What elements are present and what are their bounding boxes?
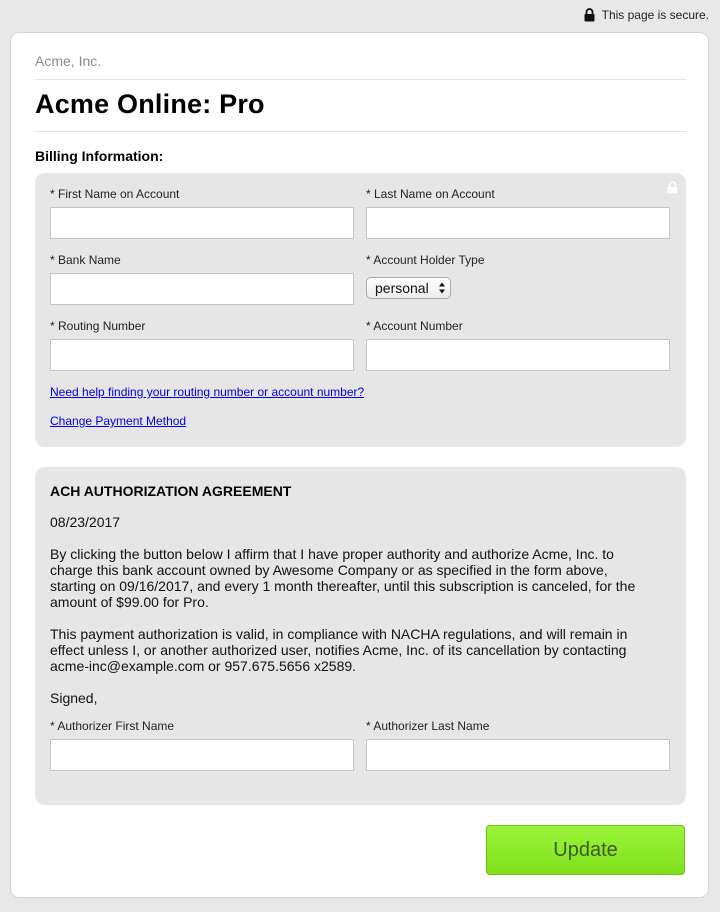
agreement-text-line: effect unless I, or another authorized user, notifies Acme, Inc. of its cancellation by contacting (50, 642, 627, 658)
agreement-text-line: amount of $99.00 for Pro. (50, 594, 209, 610)
lock-icon (667, 181, 678, 194)
billing-panel (35, 173, 686, 447)
ach-heading: ACH AUTHORIZATION AGREEMENT (50, 483, 292, 499)
account-number-label: * Account Number (366, 319, 463, 333)
divider (35, 79, 686, 80)
signed-label: Signed, (50, 690, 98, 706)
lock-icon (584, 8, 595, 22)
agreement-text-line: starting on 09/16/2017, and every 1 month thereafter, until this subscription is canceled, for the (50, 578, 636, 594)
agreement-date: 08/23/2017 (50, 514, 121, 530)
agreement-text-line: This payment authorization is valid, in compliance with NACHA regulations, and will remain in (50, 626, 628, 642)
routing-help-link[interactable]: Need help finding your routing number or account number? (50, 385, 365, 399)
change-payment-method-link[interactable]: Change Payment Method (50, 414, 187, 428)
routing-number-input[interactable] (50, 339, 354, 371)
authorizer-last-name-label: * Authorizer Last Name (366, 719, 490, 733)
account-number-input[interactable] (366, 339, 670, 371)
account-holder-type-label: * Account Holder Type (366, 253, 485, 267)
authorizer-first-name-input[interactable] (50, 739, 354, 771)
secure-notice (584, 6, 709, 24)
bank-name-input[interactable] (50, 273, 354, 305)
billing-heading: Billing Information: (35, 148, 164, 164)
routing-number-label: * Routing Number (50, 319, 146, 333)
bank-name-label: * Bank Name (50, 253, 121, 267)
authorizer-last-name-input[interactable] (366, 739, 670, 771)
account-holder-type-select[interactable] (366, 277, 451, 299)
first-name-input[interactable] (50, 207, 354, 239)
account-holder-type-value: personal (375, 280, 429, 296)
divider (35, 131, 686, 132)
last-name-input[interactable] (366, 207, 670, 239)
select-arrows-icon (438, 281, 446, 295)
company-name: Acme, Inc. (35, 53, 102, 69)
agreement-text-line: charge this bank account owned by Awesome Company or as specified in the form above, (50, 562, 608, 578)
page-title: Acme Online: Pro (35, 89, 265, 119)
checkout-card (10, 32, 709, 898)
authorizer-first-name-label: * Authorizer First Name (50, 719, 175, 733)
update-button[interactable]: Update (486, 825, 685, 875)
secure-notice-text: This page is secure. (601, 8, 709, 22)
first-name-label: * First Name on Account (50, 187, 180, 201)
last-name-label: * Last Name on Account (366, 187, 495, 201)
agreement-text-line: acme-inc@example.com or 957.675.5656 x2589. (50, 658, 357, 674)
ach-agreement-panel (35, 467, 686, 805)
agreement-text-line: By clicking the button below I affirm that I have proper authority and authorize Acme, Inc. to (50, 546, 614, 562)
